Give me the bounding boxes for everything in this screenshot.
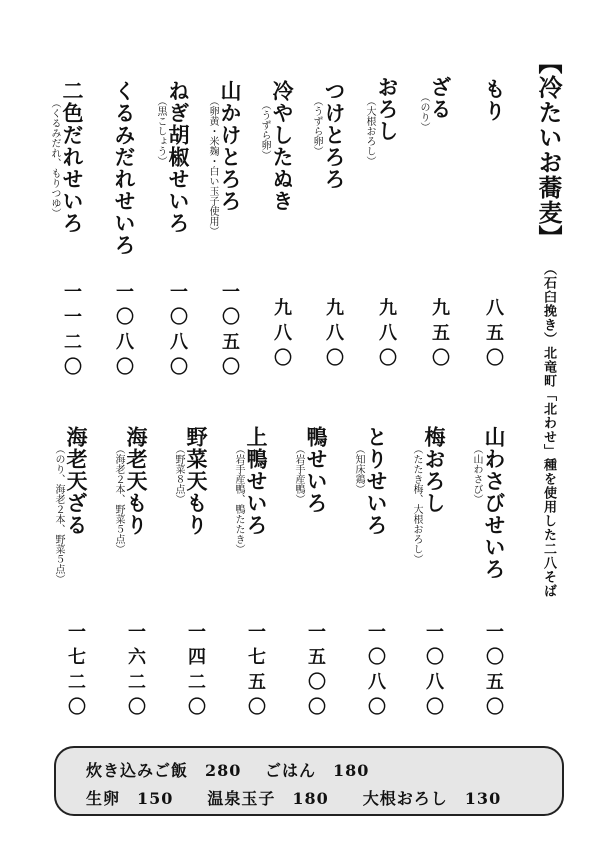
item-price: 九八〇 — [376, 298, 397, 373]
side-dishes-line-2: 生卵 150 温泉玉子 180 大根おろし 130 — [86, 789, 502, 808]
item-note: （のり、海老２本、野菜５点） — [53, 444, 64, 584]
menu-title: 【冷たいお蕎麦】 — [534, 50, 563, 250]
item-name: 鴨せいろ — [304, 426, 329, 514]
side-dishes-line-1: 炊き込みご飯 280 ごはん 180 — [86, 761, 370, 780]
item-price: 一〇五〇 — [219, 282, 240, 382]
item-price: 一四二〇 — [185, 622, 206, 722]
item-note: （卵黄・米麹・白い玉子使用） — [207, 96, 218, 236]
item-name: 冷やしたぬき — [270, 80, 295, 212]
item-name: ざる — [428, 76, 453, 120]
item-note: （黒こしょう） — [155, 96, 166, 166]
item-name: つけとろろ — [322, 80, 347, 190]
item-name: 野菜天もり — [184, 426, 209, 536]
item-note: （知床鶏） — [353, 444, 364, 494]
item-price: 八五〇 — [483, 298, 504, 373]
item-note: （岩手産鴨） — [293, 444, 304, 504]
item-note: （たたき梅、大根おろし） — [411, 444, 422, 564]
item-note: （くるみだれ、もりつゆ） — [49, 98, 60, 218]
item-name: くるみだれせいろ — [112, 80, 137, 256]
item-name: 海老天ざる — [64, 426, 89, 536]
item-price: 一五〇〇 — [305, 622, 326, 722]
item-price: 一〇八〇 — [423, 622, 444, 722]
item-name: 上鴨せいろ — [244, 426, 269, 536]
item-price: 一〇五〇 — [483, 622, 504, 722]
menu-subtitle: （石臼挽き）北竜町「北わせ」種を使用した二八そば — [541, 262, 556, 598]
item-price: 一〇八〇 — [167, 282, 188, 382]
item-name: 山わさびせいろ — [482, 426, 507, 580]
item-price: 一七二〇 — [65, 622, 86, 722]
item-note: （大根おろし） — [364, 96, 375, 166]
item-name: とりせいろ — [364, 426, 389, 536]
item-name: 梅おろし — [422, 426, 447, 514]
item-name: もり — [482, 78, 507, 122]
item-price: 一六二〇 — [125, 622, 146, 722]
item-note: （野菜８点） — [173, 444, 184, 504]
item-price: 九八〇 — [271, 298, 292, 373]
item-price: 九五〇 — [429, 298, 450, 373]
item-price: 一〇八〇 — [113, 282, 134, 382]
item-name: 山かけとろろ — [218, 80, 243, 212]
item-note: （のり） — [418, 92, 429, 132]
item-name: ねぎ胡椒せいろ — [166, 80, 191, 234]
item-note: （岩手産鴨、鴨たたき） — [233, 444, 244, 554]
item-note: （うずら卵） — [259, 100, 270, 160]
item-note: （山わさび） — [471, 444, 482, 504]
item-note: （海老２本、野菜５点） — [113, 444, 124, 554]
item-price: 一〇八〇 — [365, 622, 386, 722]
item-note: （うずら卵） — [311, 96, 322, 156]
item-name: おろし — [375, 76, 400, 142]
item-price: 一七五〇 — [245, 622, 266, 722]
side-dishes-box — [54, 746, 564, 816]
item-name: 二色だれせいろ — [60, 80, 85, 234]
item-price: 九八〇 — [323, 298, 344, 373]
item-price: 一一二〇 — [61, 282, 82, 382]
item-name: 海老天もり — [124, 426, 149, 536]
